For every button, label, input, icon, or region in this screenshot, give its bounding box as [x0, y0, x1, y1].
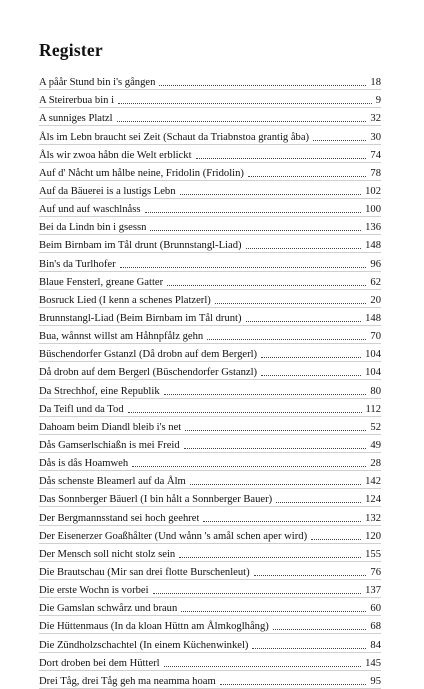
dot-leader: [203, 521, 361, 522]
register-entry: [39, 272, 381, 290]
entry-title: Åls im Lebn braucht sei Zeit (Schaut da Triabnstoa grantig åba): [39, 131, 310, 143]
entry-title: Die Hüttenmaus (In da kloan Hüttn am Ålmkoglhång): [39, 621, 269, 633]
dot-leader: [150, 230, 361, 231]
dot-leader: [184, 448, 367, 449]
dot-leader: [179, 557, 361, 558]
register-entry: [39, 671, 381, 689]
dot-leader: [246, 321, 362, 322]
entry-page-number: 104: [365, 367, 381, 379]
entry-title: Auf und auf waschlnåss: [39, 204, 141, 216]
register-entry: [39, 435, 381, 453]
register-entry: [39, 235, 381, 253]
dot-leader: [145, 212, 362, 213]
entry-title: Bei da Lindn bin i gsessn: [39, 222, 147, 234]
entry-title: Dås schenste Bleamerl auf da Ålm: [39, 476, 186, 488]
register-entry: [39, 471, 381, 489]
entry-title: Der Mensch soll nicht stolz sein: [39, 548, 176, 560]
entry-page-number: 30: [370, 131, 381, 143]
entry-page-number: 95: [370, 675, 381, 687]
dot-leader: [159, 85, 366, 86]
dot-leader: [313, 140, 366, 141]
register-entry: [39, 380, 381, 398]
register-entry: [39, 126, 381, 144]
register-entry: [39, 308, 381, 326]
entry-title: Der Bergmannsstand sei hoch geehret: [39, 512, 200, 524]
dot-leader: [181, 611, 366, 612]
entry-title: Der Eisenerzer Goaßhålter (Und wånn 's amål schen aper wird): [39, 530, 308, 542]
entry-page-number: 148: [365, 240, 381, 252]
entry-page-number: 80: [370, 385, 381, 397]
entry-page-number: 20: [370, 294, 381, 306]
dot-leader: [248, 176, 366, 177]
register-entry: [39, 562, 381, 580]
register-entry: [39, 399, 381, 417]
register-list: [39, 72, 381, 689]
register-entry: [39, 653, 381, 671]
entry-page-number: 78: [370, 167, 381, 179]
register-entry: [39, 544, 381, 562]
entry-title: Dås Gamserlschiaßn is mei Freid: [39, 439, 180, 451]
register-entry: [39, 344, 381, 362]
entry-page-number: 76: [370, 566, 381, 578]
entry-page-number: 148: [365, 312, 381, 324]
dot-leader: [220, 684, 367, 685]
dot-leader: [196, 158, 367, 159]
register-entry: [39, 362, 381, 380]
entry-title: Beim Birnbam im Tål drunt (Brunnstangl-Liad): [39, 240, 242, 252]
entry-title: Auf da Bäuerei is a lustigs Lebn: [39, 185, 176, 197]
register-entry: [39, 108, 381, 126]
entry-title: Dås is dås Hoamweh: [39, 458, 129, 470]
dot-leader: [167, 285, 366, 286]
dot-leader: [164, 666, 361, 667]
entry-title: Die erste Wochn is vorbei: [39, 585, 149, 597]
register-entry: [39, 453, 381, 471]
register-entry: [39, 90, 381, 108]
dot-leader: [207, 339, 366, 340]
entry-title: Das Sonnberger Bäuerl (I bin hålt a Sonnberger Bauer): [39, 494, 273, 506]
entry-title: Bua, wånnst willst am Håhnpfålz gehn: [39, 331, 204, 343]
entry-title: Auf d' Nåcht um hålbe neine, Fridolin (Fridolin): [39, 167, 244, 179]
entry-title: A sunniges Platzl: [39, 113, 113, 125]
dot-leader: [164, 394, 367, 395]
entry-page-number: 142: [365, 476, 381, 488]
dot-leader: [273, 629, 367, 630]
entry-title: Då drobn auf dem Bergerl (Büschendorfer Gstanzl): [39, 367, 258, 379]
register-entry: [39, 526, 381, 544]
register-entry: [39, 326, 381, 344]
dot-leader: [311, 539, 361, 540]
register-entry: [39, 181, 381, 199]
entry-page-number: 68: [370, 621, 381, 633]
entry-title: Blaue Fensterl, greane Gatter: [39, 276, 164, 288]
dot-leader: [153, 593, 362, 594]
entry-page-number: 60: [370, 603, 381, 615]
dot-leader: [252, 648, 366, 649]
dot-leader: [117, 121, 367, 122]
dot-leader: [190, 484, 361, 485]
entry-page-number: 32: [370, 113, 381, 125]
entry-page-number: 132: [365, 512, 381, 524]
entry-title: Da Strechhof, eine Republik: [39, 385, 160, 397]
entry-page-number: 96: [370, 258, 381, 270]
entry-page-number: 62: [370, 276, 381, 288]
entry-title: Die Gamslan schwårz und braun: [39, 603, 178, 615]
entry-page-number: 137: [365, 585, 381, 597]
dot-leader: [276, 502, 361, 503]
entry-page-number: 145: [365, 657, 381, 669]
register-entry: [39, 489, 381, 507]
entry-page-number: 120: [365, 530, 381, 542]
register-entry: [39, 163, 381, 181]
page-title: Register: [39, 40, 103, 60]
dot-leader: [180, 194, 362, 195]
register-entry: [39, 145, 381, 163]
register-entry: [39, 417, 381, 435]
entry-title: A påår Stund bin i's gången: [39, 77, 156, 89]
dot-leader: [185, 430, 366, 431]
entry-title: Da Teifl und da Tod: [39, 403, 124, 415]
dot-leader: [261, 375, 361, 376]
entry-page-number: 104: [365, 349, 381, 361]
register-entry: [39, 580, 381, 598]
register-entry: [39, 217, 381, 235]
entry-title: Bin's da Turlhofer: [39, 258, 116, 270]
entry-title: Drei Tåg, drei Tåg geh ma neamma hoam: [39, 675, 216, 687]
entry-page-number: 102: [365, 185, 381, 197]
entry-title: Åls wir zwoa håbn die Welt erblickt: [39, 149, 192, 161]
dot-leader: [120, 267, 367, 268]
entry-page-number: 70: [370, 331, 381, 343]
register-entry: [39, 616, 381, 634]
register-entry: [39, 253, 381, 271]
register-entry: [39, 598, 381, 616]
entry-page-number: 18: [370, 77, 381, 89]
entry-page-number: 84: [370, 639, 381, 651]
entry-page-number: 155: [365, 548, 381, 560]
dot-leader: [246, 248, 362, 249]
dot-leader: [132, 466, 366, 467]
entry-title: Brunnstangl-Liad (Beim Birnbam im Tål drunt): [39, 312, 242, 324]
dot-leader: [128, 412, 362, 413]
entry-page-number: 74: [370, 149, 381, 161]
entry-title: Dort droben bei dem Hütterl: [39, 657, 160, 669]
entry-page-number: 112: [365, 403, 381, 415]
register-entry: [39, 634, 381, 652]
entry-page-number: 49: [370, 439, 381, 451]
entry-title: Die Zündholzschachtel (In einem Küchenwinkel): [39, 639, 249, 651]
entry-title: A Steirerbua bin i: [39, 95, 115, 107]
dot-leader: [118, 103, 372, 104]
dot-leader: [261, 357, 361, 358]
entry-page-number: 136: [365, 222, 381, 234]
dot-leader: [215, 303, 367, 304]
entry-title: Die Brautschau (Mir san drei flotte Burschenleut): [39, 566, 250, 578]
register-entry: [39, 72, 381, 90]
register-entry: [39, 507, 381, 525]
dot-leader: [254, 575, 367, 576]
entry-page-number: 124: [365, 494, 381, 506]
entry-page-number: 9: [375, 95, 381, 107]
entry-page-number: 28: [370, 458, 381, 470]
entry-page-number: 100: [365, 204, 381, 216]
register-entry: [39, 290, 381, 308]
register-entry: [39, 199, 381, 217]
entry-title: Dahoam beim Diandl bleib i's net: [39, 421, 182, 433]
entry-page-number: 52: [370, 421, 381, 433]
entry-title: Büschendorfer Gstanzl (Då drobn auf dem Bergerl): [39, 349, 258, 361]
entry-title: Bosruck Lied (I kenn a schenes Platzerl): [39, 294, 211, 306]
